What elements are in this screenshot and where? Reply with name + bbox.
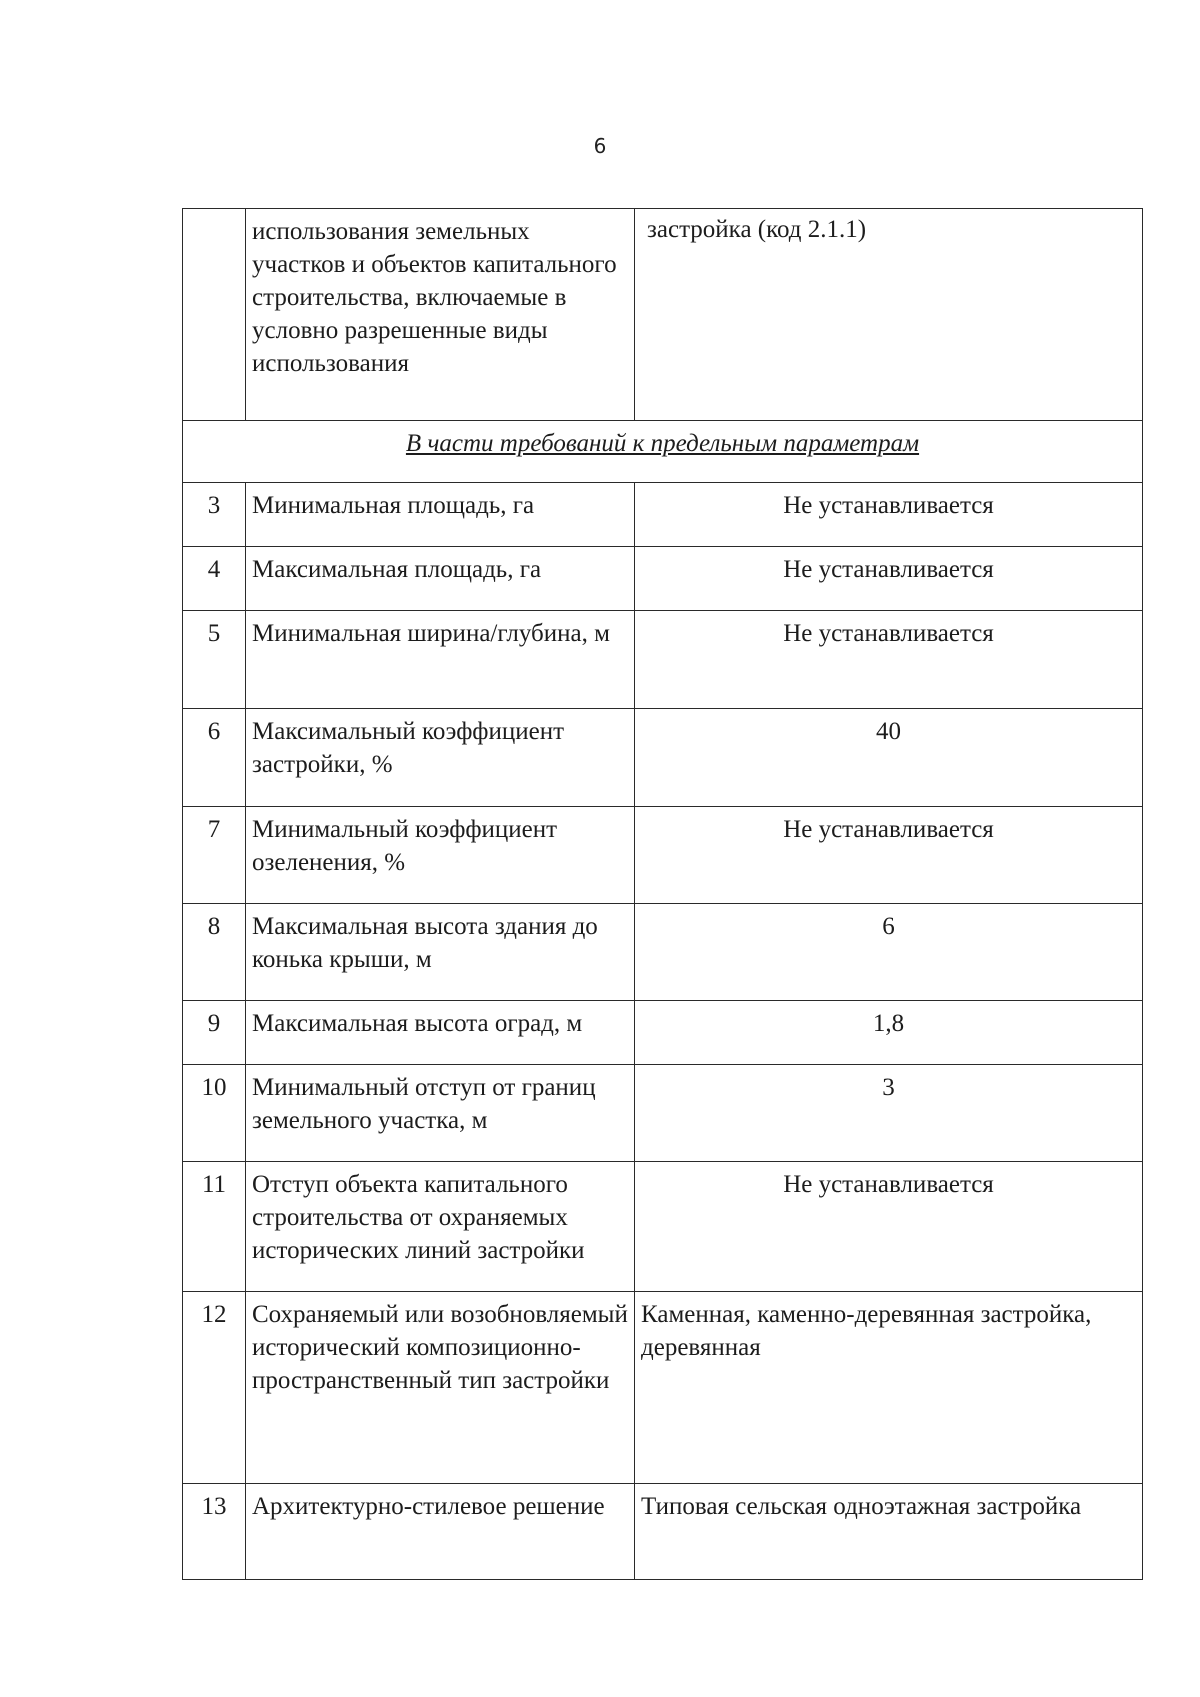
row-value: 6 — [635, 904, 1143, 1001]
row-name: Максимальный коэффициент застройки, % — [246, 709, 635, 807]
row-number: 6 — [183, 709, 246, 807]
row-number: 4 — [183, 547, 246, 611]
table-row — [183, 547, 1143, 611]
table-row-continuation — [183, 209, 1143, 421]
row-value: Каменная, каменно-деревянная застройка, деревянная — [635, 1292, 1143, 1484]
row-number: 7 — [183, 807, 246, 904]
row-value: застройка (код 2.1.1) — [635, 209, 1143, 421]
table-row — [183, 1065, 1143, 1162]
row-value: 40 — [635, 709, 1143, 807]
row-name: Минимальная площадь, га — [246, 483, 635, 547]
section-heading: В части требований к предельным параметрам — [183, 421, 1143, 483]
row-name: Максимальная высота оград, м — [246, 1001, 635, 1065]
row-value: 3 — [635, 1065, 1143, 1162]
page-number: 6 — [593, 134, 607, 158]
table-row — [183, 1001, 1143, 1065]
row-name: Минимальный коэффициент озеленения, % — [246, 807, 635, 904]
table-row — [183, 1292, 1143, 1484]
table-row — [183, 904, 1143, 1001]
table-row — [183, 611, 1143, 709]
row-number: 13 — [183, 1484, 246, 1580]
row-value: Типовая сельская одноэтажная застройка — [635, 1484, 1143, 1580]
row-number: 9 — [183, 1001, 246, 1065]
parameters-table — [182, 208, 1143, 1580]
row-value: Не устанавливается — [635, 611, 1143, 709]
row-value: Не устанавливается — [635, 547, 1143, 611]
row-name: Максимальная площадь, га — [246, 547, 635, 611]
row-value: Не устанавливается — [635, 807, 1143, 904]
row-name: Максимальная высота здания до конька крыши, м — [246, 904, 635, 1001]
table-row — [183, 709, 1143, 807]
row-number: 3 — [183, 483, 246, 547]
row-number — [183, 209, 246, 421]
table-row — [183, 483, 1143, 547]
row-value: Не устанавливается — [635, 1162, 1143, 1292]
row-value: Не устанавливается — [635, 483, 1143, 547]
row-value: 1,8 — [635, 1001, 1143, 1065]
row-name: Архитектурно-стилевое решение — [246, 1484, 635, 1580]
row-number: 8 — [183, 904, 246, 1001]
row-number: 12 — [183, 1292, 246, 1484]
row-name: Сохраняемый или возобновляемый исторический композиционно-пространственный тип застройки — [246, 1292, 635, 1484]
table-row — [183, 807, 1143, 904]
row-name: использования земельных участков и объектов капитального строительства, включаемые в условно разрешенные виды использования — [246, 209, 635, 421]
row-name: Минимальный отступ от границ земельного участка, м — [246, 1065, 635, 1162]
row-number: 10 — [183, 1065, 246, 1162]
row-number: 11 — [183, 1162, 246, 1292]
row-name: Отступ объекта капитального строительства от охраняемых исторических линий застройки — [246, 1162, 635, 1292]
row-name: Минимальная ширина/глубина, м — [246, 611, 635, 709]
table-row — [183, 1484, 1143, 1580]
section-heading-row — [183, 421, 1143, 483]
table-row — [183, 1162, 1143, 1292]
row-number: 5 — [183, 611, 246, 709]
